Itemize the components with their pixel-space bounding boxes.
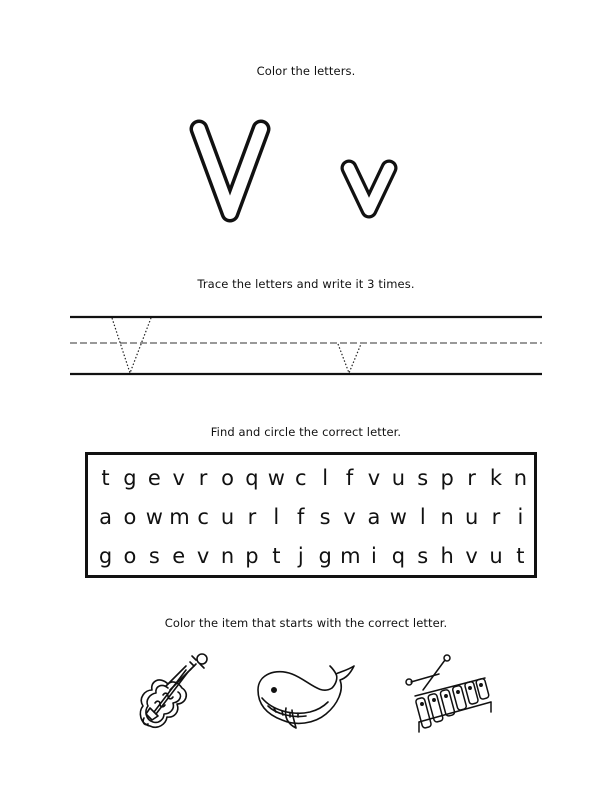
- xylophone-icon[interactable]: [405, 652, 497, 736]
- grid-letter[interactable]: p: [440, 466, 454, 490]
- grid-letter[interactable]: v: [465, 544, 478, 568]
- grid-letter[interactable]: r: [491, 505, 501, 529]
- grid-letter[interactable]: a: [99, 505, 112, 529]
- grid-letter[interactable]: t: [516, 544, 525, 568]
- grid-letter[interactable]: c: [197, 505, 209, 529]
- grid-letter[interactable]: e: [172, 544, 186, 568]
- instruction-trace: Trace the letters and write it 3 times.: [197, 277, 415, 291]
- grid-letter[interactable]: w: [145, 505, 163, 529]
- grid-letter[interactable]: h: [440, 544, 454, 568]
- grid-letter[interactable]: i: [371, 544, 377, 568]
- grid-letter[interactable]: o: [221, 466, 234, 490]
- grid-letter[interactable]: i: [517, 505, 524, 529]
- instruction-color-letters: Color the letters.: [256, 64, 356, 78]
- grid-letter[interactable]: v: [367, 466, 381, 490]
- grid-letter[interactable]: s: [417, 466, 429, 490]
- grid-letter[interactable]: g: [318, 544, 332, 568]
- grid-letter[interactable]: u: [464, 505, 479, 529]
- grid-letter[interactable]: e: [147, 466, 161, 490]
- grid-letter[interactable]: v: [172, 466, 185, 490]
- outline-letter-uppercase-v: [185, 115, 275, 225]
- grid-letter[interactable]: a: [367, 505, 381, 529]
- grid-letter[interactable]: r: [198, 466, 208, 490]
- grid-letter[interactable]: j: [297, 544, 304, 568]
- grid-letter[interactable]: u: [220, 505, 235, 529]
- grid-letter[interactable]: u: [489, 544, 503, 568]
- grid-row-2: [96, 507, 530, 528]
- instruction-color-item: Color the item that starts with the correct letter.: [164, 616, 448, 630]
- grid-letter[interactable]: f: [345, 466, 354, 490]
- grid-letter[interactable]: s: [417, 544, 429, 568]
- grid-letter[interactable]: r: [247, 505, 257, 529]
- grid-letter[interactable]: t: [101, 466, 110, 490]
- letter-search-grid: [85, 452, 537, 578]
- grid-letter[interactable]: p: [245, 544, 259, 568]
- grid-letter[interactable]: s: [319, 505, 331, 529]
- grid-letter[interactable]: v: [343, 505, 356, 529]
- grid-letter[interactable]: m: [340, 544, 361, 568]
- grid-letter[interactable]: m: [169, 505, 190, 529]
- grid-letter[interactable]: w: [389, 505, 407, 529]
- grid-letter[interactable]: u: [391, 466, 406, 490]
- grid-letter[interactable]: n: [513, 466, 528, 490]
- grid-letter[interactable]: c: [294, 466, 307, 490]
- grid-row-3: [96, 546, 530, 567]
- grid-letter[interactable]: r: [467, 466, 476, 490]
- grid-letter[interactable]: o: [123, 544, 137, 568]
- grid-letter[interactable]: q: [245, 466, 259, 490]
- tracing-lines: [0, 300, 612, 390]
- grid-letter[interactable]: k: [489, 466, 503, 490]
- outline-letter-lowercase-v: [338, 155, 400, 221]
- grid-letter[interactable]: g: [123, 466, 137, 490]
- grid-letter[interactable]: l: [419, 505, 426, 529]
- grid-letter[interactable]: l: [322, 466, 329, 490]
- trace-lowercase-v: [338, 344, 361, 373]
- grid-letter[interactable]: v: [196, 544, 210, 568]
- trace-uppercase-v: [112, 318, 151, 373]
- grid-row-1: [96, 468, 530, 489]
- grid-letter[interactable]: n: [440, 505, 454, 529]
- grid-letter[interactable]: f: [297, 505, 305, 529]
- grid-letter[interactable]: s: [148, 544, 160, 568]
- grid-letter[interactable]: n: [220, 544, 235, 568]
- grid-letter[interactable]: g: [98, 544, 113, 568]
- whale-icon[interactable]: [252, 660, 362, 732]
- grid-letter[interactable]: t: [272, 544, 281, 568]
- grid-letter[interactable]: w: [267, 466, 285, 490]
- violin-icon[interactable]: [130, 648, 216, 734]
- grid-letter[interactable]: q: [391, 544, 406, 568]
- grid-letter[interactable]: l: [273, 505, 280, 529]
- grid-letter[interactable]: o: [123, 505, 137, 529]
- instruction-find: Find and circle the correct letter.: [210, 425, 402, 439]
